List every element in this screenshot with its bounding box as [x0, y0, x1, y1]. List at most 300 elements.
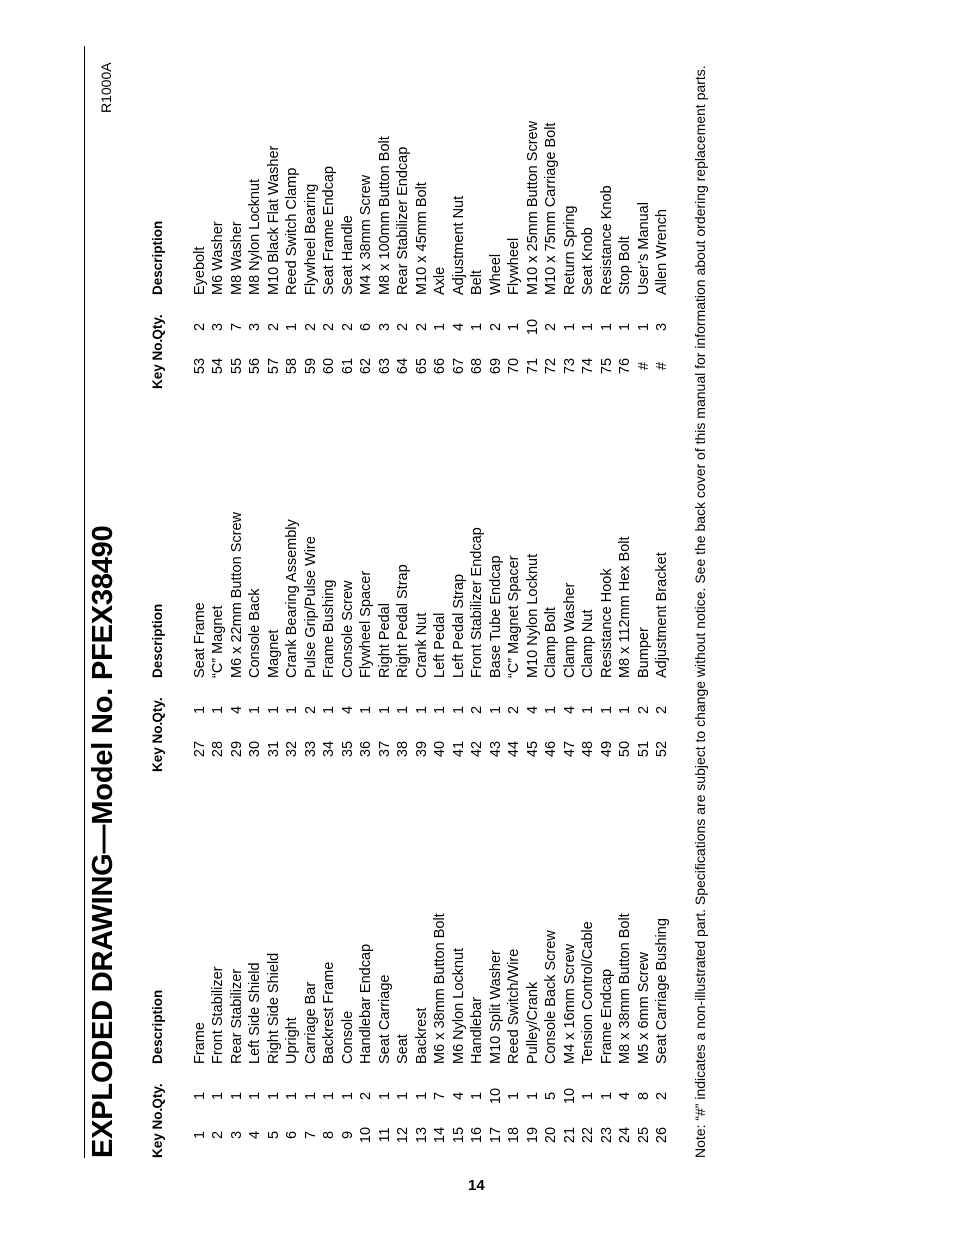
parts-rows	[191, 913, 672, 1158]
part-key-number: 70	[506, 357, 522, 375]
parts-rows	[191, 512, 672, 772]
part-quantity: 2	[358, 1091, 374, 1101]
part-key-number: 44	[506, 740, 522, 758]
part-quantity: 2	[395, 322, 411, 332]
part-row	[450, 121, 469, 389]
part-key-number: 55	[228, 357, 245, 375]
part-quantity: 1	[487, 705, 504, 715]
part-description: Left Side Shield	[247, 962, 263, 1064]
part-row	[394, 512, 413, 772]
part-key-number: 45	[524, 740, 541, 758]
part-key-number: 49	[598, 740, 615, 758]
part-row	[616, 121, 635, 389]
part-row	[561, 512, 580, 772]
part-quantity: 5	[543, 1091, 559, 1101]
part-key-number: 23	[598, 1126, 615, 1144]
part-key-number: 50	[617, 740, 633, 758]
part-key-number: 19	[524, 1126, 541, 1144]
part-quantity: 7	[228, 322, 245, 332]
page-title: EXPLODED DRAWING—Model No. PFEX38490	[87, 525, 119, 1158]
part-row	[635, 512, 654, 772]
part-row	[450, 913, 469, 1158]
part-row	[302, 913, 321, 1158]
part-key-number: 13	[413, 1126, 430, 1144]
part-description: Resistance Knob	[598, 185, 615, 295]
part-row	[431, 121, 450, 389]
part-key-number: 14	[432, 1126, 448, 1144]
part-description: M6 Washer	[210, 221, 226, 295]
part-key-number: 40	[432, 740, 448, 758]
part-row	[524, 913, 543, 1158]
part-description: Seat Carriage	[376, 974, 393, 1064]
part-description: Crank Bearing Assembly	[284, 519, 300, 678]
part-row	[320, 121, 339, 389]
part-key-number: 56	[247, 357, 263, 375]
part-row	[505, 913, 524, 1158]
part-key-number: 71	[524, 357, 541, 375]
part-row	[598, 121, 617, 389]
part-row	[653, 512, 672, 772]
part-quantity: 1	[506, 322, 522, 332]
part-row	[339, 913, 358, 1158]
part-row	[191, 512, 210, 772]
part-key-number: 65	[413, 357, 430, 375]
part-row	[561, 121, 580, 389]
part-quantity: 2	[191, 322, 208, 332]
part-description: Flywheel Spacer	[358, 570, 374, 678]
part-quantity: 2	[413, 322, 430, 332]
col-qty-header: Qty.	[149, 1083, 165, 1109]
part-key-number: #	[654, 361, 670, 371]
part-key-number: 53	[191, 357, 208, 375]
part-description: Frame	[191, 1022, 208, 1064]
part-key-number: 32	[284, 740, 300, 758]
part-description: Flywheel	[506, 237, 522, 295]
parts-table-3	[148, 121, 672, 389]
part-row	[653, 121, 672, 389]
part-description: M8 Washer	[228, 221, 245, 295]
part-quantity: 4	[228, 705, 245, 715]
part-key-number: 63	[376, 357, 393, 375]
part-quantity: 4	[339, 705, 356, 715]
part-row	[246, 512, 265, 772]
part-row	[450, 512, 469, 772]
part-row	[542, 121, 561, 389]
part-description: Seat Frame	[191, 602, 208, 678]
part-quantity: 1	[302, 1091, 319, 1101]
part-key-number: 24	[617, 1126, 633, 1144]
part-quantity: 1	[191, 1091, 208, 1101]
part-key-number: 41	[450, 740, 467, 758]
part-quantity: 4	[561, 705, 578, 715]
part-row	[524, 512, 543, 772]
part-key-number: 12	[395, 1126, 411, 1144]
part-quantity: 2	[543, 322, 559, 332]
page-number: 14	[468, 1177, 485, 1194]
part-key-number: 16	[469, 1126, 485, 1144]
part-row	[616, 913, 635, 1158]
part-row	[413, 512, 432, 772]
part-description: Base Tube Endcap	[487, 555, 504, 678]
part-key-number: 34	[321, 740, 337, 758]
part-description: Left Pedal Strap	[450, 574, 467, 678]
part-key-number: 21	[561, 1126, 578, 1144]
part-row	[246, 121, 265, 389]
part-row	[579, 512, 598, 772]
part-row	[376, 913, 395, 1158]
part-row	[283, 913, 302, 1158]
part-key-number: 61	[339, 357, 356, 375]
part-key-number: #	[635, 361, 652, 371]
part-key-number: 39	[413, 740, 430, 758]
part-row	[357, 913, 376, 1158]
part-description: Clamp Nut	[580, 609, 596, 678]
part-description: Console Screw	[339, 580, 356, 678]
part-quantity: 4	[450, 1091, 467, 1101]
part-row	[431, 913, 450, 1158]
part-key-number: 48	[580, 740, 596, 758]
part-quantity: 8	[635, 1091, 652, 1101]
part-description: Seat Knob	[580, 227, 596, 295]
part-row	[228, 512, 247, 772]
part-quantity: 1	[580, 322, 596, 332]
col-qty-header: Qty.	[149, 697, 165, 723]
part-quantity: 2	[265, 322, 282, 332]
part-key-number: 74	[580, 357, 596, 375]
part-key-number: 69	[487, 357, 504, 375]
part-description: Tension Control/Cable	[580, 921, 596, 1064]
part-description: Right Side Shield	[265, 952, 282, 1064]
part-row	[265, 121, 284, 389]
part-row	[542, 512, 561, 772]
part-quantity: 10	[561, 1087, 578, 1105]
part-quantity: 1	[598, 1091, 615, 1101]
part-description: Resistance Hook	[598, 568, 615, 678]
part-key-number: 73	[561, 357, 578, 375]
part-quantity: 1	[247, 1091, 263, 1101]
part-description: M5 x 6mm Screw	[635, 952, 652, 1064]
part-key-number: 28	[210, 740, 226, 758]
part-row	[283, 512, 302, 772]
part-quantity: 1	[191, 705, 208, 715]
part-key-number: 2	[210, 1130, 226, 1140]
col-key-header: Key No.	[149, 338, 165, 389]
col-key-header: Key No.	[149, 1107, 165, 1158]
part-row	[209, 121, 228, 389]
part-key-number: 33	[302, 740, 319, 758]
part-quantity: 4	[617, 1091, 633, 1101]
part-description: Seat Carriage Bushing	[654, 918, 670, 1064]
part-key-number: 15	[450, 1126, 467, 1144]
part-row	[561, 913, 580, 1158]
part-key-number: 25	[635, 1126, 652, 1144]
part-quantity: 1	[358, 705, 374, 715]
part-key-number: 17	[487, 1126, 504, 1144]
part-quantity: 1	[228, 1091, 245, 1101]
part-description: M6 Nylon Locknut	[450, 947, 467, 1064]
part-row	[468, 913, 487, 1158]
part-key-number: 54	[210, 357, 226, 375]
part-quantity: 1	[413, 705, 430, 715]
table-header	[148, 121, 167, 389]
table-header	[148, 913, 167, 1158]
part-quantity: 1	[321, 1091, 337, 1101]
part-key-number: 36	[358, 740, 374, 758]
part-description: M8 Nylon Locknut	[247, 178, 263, 295]
part-row	[394, 121, 413, 389]
part-quantity: 2	[506, 705, 522, 715]
part-key-number: 43	[487, 740, 504, 758]
part-description: Allen Wrench	[654, 209, 670, 295]
part-quantity: 4	[450, 322, 467, 332]
part-key-number: 51	[635, 740, 652, 758]
footnote: Note: “#” indicates a non-illustrated part. Specifications are subject to change without notice. See the back cover of this manual for information about ordering replacement parts.	[692, 65, 708, 1158]
part-key-number: 1	[191, 1130, 208, 1140]
part-description: Upright	[284, 1017, 300, 1064]
part-row	[320, 913, 339, 1158]
part-description: M6 x 38mm Button Bolt	[432, 913, 448, 1064]
part-description: Axle	[432, 266, 448, 295]
part-quantity: 2	[321, 322, 337, 332]
part-quantity: 2	[635, 705, 652, 715]
part-description: Handlebar Endcap	[358, 943, 374, 1064]
part-quantity: 1	[617, 322, 633, 332]
part-quantity: 1	[506, 1091, 522, 1101]
part-row	[487, 512, 506, 772]
part-row	[302, 512, 321, 772]
part-row	[376, 512, 395, 772]
part-quantity: 1	[561, 322, 578, 332]
part-description: M4 x 38mm Screw	[358, 174, 374, 295]
part-description: Clamp Bolt	[543, 607, 559, 678]
part-row	[265, 512, 284, 772]
part-row	[468, 121, 487, 389]
part-key-number: 35	[339, 740, 356, 758]
part-quantity: 10	[487, 1087, 504, 1105]
part-key-number: 38	[395, 740, 411, 758]
part-quantity: 1	[432, 705, 448, 715]
part-quantity: 7	[432, 1091, 448, 1101]
part-key-number: 8	[321, 1130, 337, 1140]
part-description: Front Stabilizer	[210, 966, 226, 1064]
part-description: M8 x 112mm Hex Bolt	[617, 536, 633, 678]
part-description: Console Back Screw	[543, 930, 559, 1064]
parts-rows	[191, 121, 672, 389]
part-description: Eyebolt	[191, 246, 208, 295]
part-quantity: 1	[265, 1091, 282, 1101]
part-row	[394, 913, 413, 1158]
parts-table-1	[148, 913, 672, 1158]
part-row	[357, 512, 376, 772]
part-description: Front Stabilizer Endcap	[469, 527, 485, 678]
part-row	[228, 121, 247, 389]
part-quantity: 1	[413, 1091, 430, 1101]
part-row	[228, 913, 247, 1158]
part-description: Crank Nut	[413, 612, 430, 678]
col-desc-header: Description	[149, 989, 165, 1064]
part-quantity: 1	[543, 705, 559, 715]
part-quantity: 2	[339, 322, 356, 332]
part-quantity: 4	[524, 705, 541, 715]
part-description: M10 x 45mm Bolt	[413, 182, 430, 295]
part-quantity: 1	[469, 1091, 485, 1101]
part-quantity: 1	[210, 1091, 226, 1101]
part-key-number: 42	[469, 740, 485, 758]
part-row	[598, 913, 617, 1158]
part-key-number: 10	[358, 1126, 374, 1144]
part-key-number: 22	[580, 1126, 596, 1144]
part-quantity: 1	[247, 705, 263, 715]
parts-table-2	[148, 512, 672, 772]
part-row	[653, 913, 672, 1158]
part-key-number: 59	[302, 357, 319, 375]
part-description: Stop Bolt	[617, 236, 633, 295]
top-rule	[84, 46, 85, 1158]
part-quantity: 1	[284, 1091, 300, 1101]
part-description: Frame Bushing	[321, 579, 337, 678]
part-quantity: 1	[469, 322, 485, 332]
part-row	[209, 512, 228, 772]
part-row	[376, 121, 395, 389]
part-quantity: 2	[469, 705, 485, 715]
part-row	[468, 512, 487, 772]
part-description: M4 x 16mm Screw	[561, 943, 578, 1064]
part-quantity: 1	[524, 1091, 541, 1101]
part-quantity: 1	[432, 322, 448, 332]
part-row	[579, 913, 598, 1158]
col-qty-header: Qty.	[149, 314, 165, 340]
part-quantity: 1	[210, 705, 226, 715]
part-key-number: 52	[654, 740, 670, 758]
part-quantity: 10	[524, 318, 541, 336]
part-description: Right Pedal Strap	[395, 564, 411, 678]
part-key-number: 47	[561, 740, 578, 758]
part-description: Console Back	[247, 588, 263, 678]
part-key-number: 62	[358, 357, 374, 375]
part-quantity: 2	[654, 705, 670, 715]
part-key-number: 11	[376, 1127, 393, 1143]
part-key-number: 4	[247, 1130, 263, 1140]
part-description: M10 Nylon Locknut	[524, 553, 541, 678]
part-row	[635, 913, 654, 1158]
part-row	[487, 913, 506, 1158]
part-quantity: 1	[376, 1091, 393, 1101]
part-description: M10 x 25mm Button Screw	[524, 120, 541, 295]
part-row	[413, 121, 432, 389]
part-description: Pulley/Crank	[524, 981, 541, 1064]
part-row	[598, 512, 617, 772]
part-description: “C” Magnet Spacer	[506, 555, 522, 678]
part-description: User’s Manual	[635, 202, 652, 295]
part-key-number: 31	[265, 740, 282, 758]
part-key-number: 46	[543, 740, 559, 758]
part-description: M10 x 75mm Carriage Bolt	[543, 122, 559, 295]
part-description: Magnet	[265, 629, 282, 678]
part-key-number: 58	[284, 357, 300, 375]
part-key-number: 20	[543, 1126, 559, 1144]
part-description: Console	[339, 1010, 356, 1064]
part-key-number: 68	[469, 357, 485, 375]
part-key-number: 37	[376, 740, 393, 758]
part-description: Wheel	[487, 253, 504, 295]
part-row	[320, 512, 339, 772]
part-description: Handlebar	[469, 997, 485, 1064]
part-row	[339, 121, 358, 389]
part-row	[283, 121, 302, 389]
part-quantity: 1	[376, 705, 393, 715]
part-quantity: 1	[450, 705, 467, 715]
part-key-number: 75	[598, 357, 615, 375]
part-description: Clamp Washer	[561, 582, 578, 678]
part-quantity: 1	[339, 1091, 356, 1101]
part-quantity: 2	[302, 705, 319, 715]
part-description: Carriage Bar	[302, 981, 319, 1064]
part-description: Rear Stabilizer	[228, 968, 245, 1064]
part-description: Belt	[469, 270, 485, 295]
col-desc-header: Description	[149, 603, 165, 678]
part-quantity: 1	[580, 705, 596, 715]
part-description: Right Pedal	[376, 603, 393, 678]
part-description: M10 Black Flat Washer	[265, 145, 282, 295]
part-description: Seat Handle	[339, 215, 356, 295]
part-key-number: 66	[432, 357, 448, 375]
part-quantity: 1	[635, 322, 652, 332]
part-description: Reed Switch Clamp	[284, 167, 300, 295]
part-key-number: 72	[543, 357, 559, 375]
part-row	[487, 121, 506, 389]
part-key-number: 3	[228, 1130, 245, 1140]
part-row	[524, 121, 543, 389]
col-desc-header: Description	[149, 220, 165, 295]
part-row	[357, 121, 376, 389]
part-description: “C” Magnet	[210, 605, 226, 678]
part-row	[542, 913, 561, 1158]
part-row	[505, 121, 524, 389]
part-key-number: 57	[265, 357, 282, 375]
part-description: Flywheel Bearing	[302, 183, 319, 295]
part-key-number: 26	[654, 1126, 670, 1144]
part-quantity: 1	[395, 1091, 411, 1101]
part-quantity: 3	[247, 322, 263, 332]
part-quantity: 1	[395, 705, 411, 715]
part-quantity: 1	[321, 705, 337, 715]
part-row	[579, 121, 598, 389]
part-key-number: 6	[284, 1130, 300, 1140]
part-row	[191, 121, 210, 389]
part-quantity: 3	[654, 322, 670, 332]
part-description: Return Spring	[561, 205, 578, 295]
part-description: Adjustment Nut	[450, 195, 467, 295]
part-key-number: 30	[247, 740, 263, 758]
part-quantity: 1	[617, 705, 633, 715]
part-row	[265, 913, 284, 1158]
part-quantity: 6	[358, 322, 374, 332]
part-description: Rear Stabilizer Endcap	[395, 146, 411, 295]
table-header	[148, 512, 167, 772]
col-key-header: Key No.	[149, 721, 165, 772]
part-description: Reed Switch/Wire	[506, 948, 522, 1064]
part-row	[413, 913, 432, 1158]
part-quantity: 2	[487, 322, 504, 332]
part-quantity: 3	[376, 322, 393, 332]
part-key-number: 9	[339, 1130, 356, 1140]
part-row	[339, 512, 358, 772]
part-description: Left Pedal	[432, 612, 448, 678]
part-quantity: 3	[210, 322, 226, 332]
document-code: R1000A	[98, 62, 114, 113]
part-quantity: 1	[284, 705, 300, 715]
part-description: Frame Endcap	[598, 968, 615, 1064]
